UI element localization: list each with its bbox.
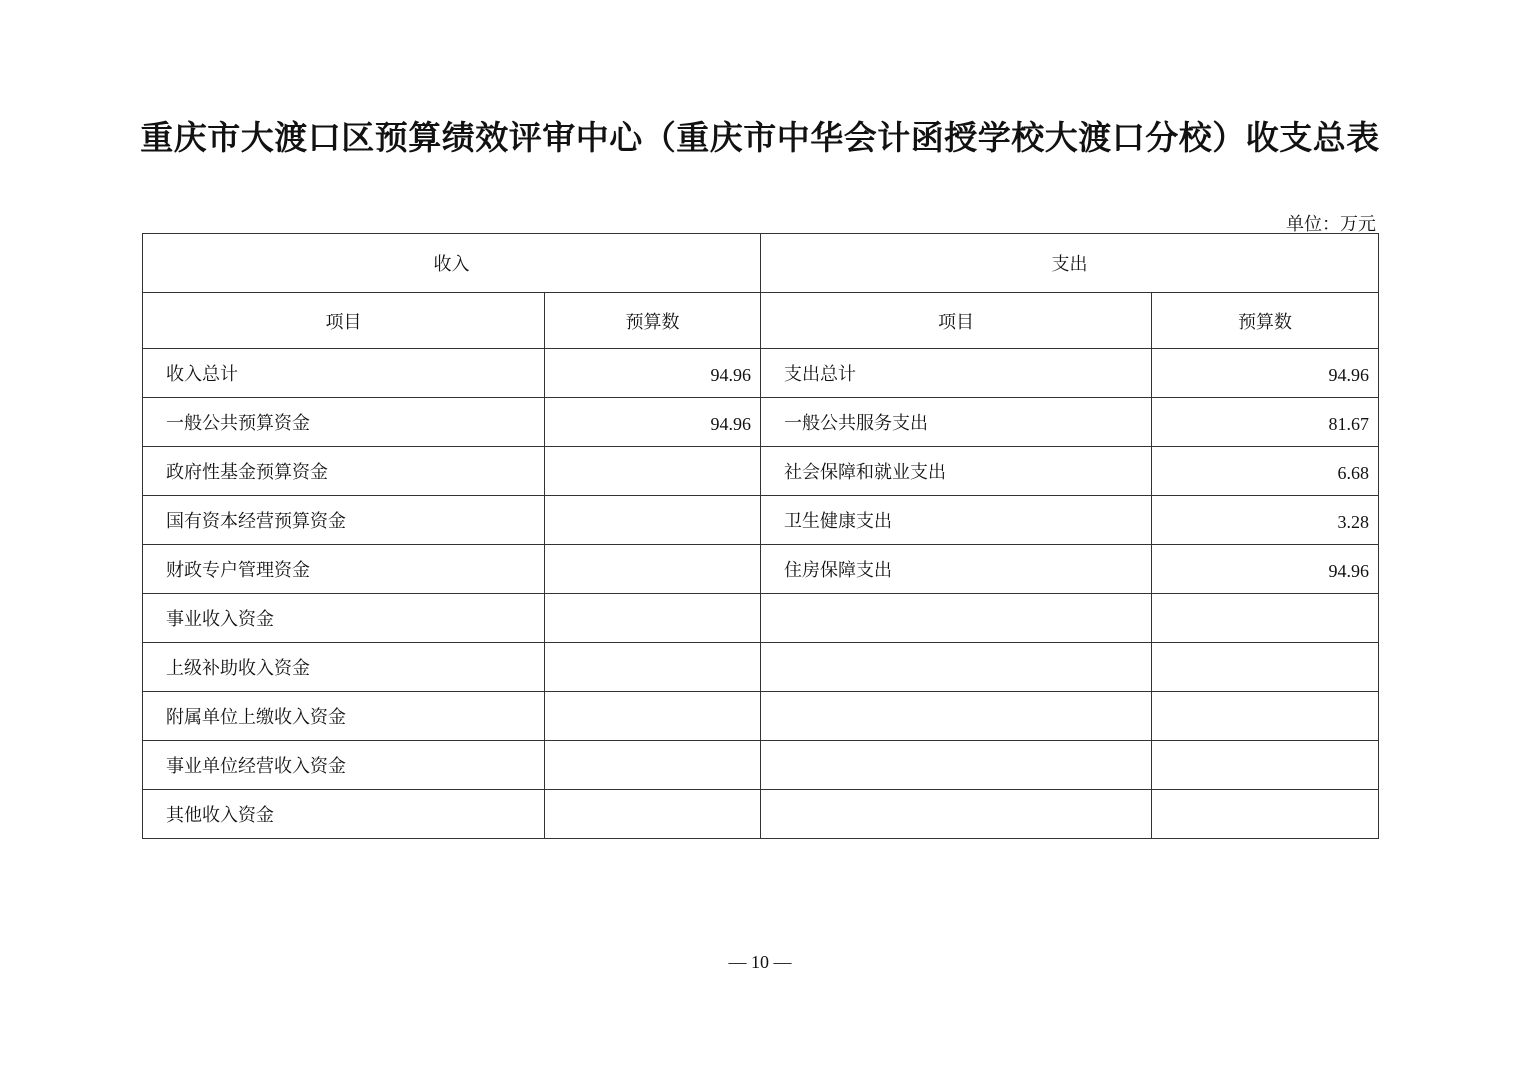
expense-value-cell [1152,594,1379,643]
expense-value-cell: 81.67 [1152,398,1379,447]
expense-value-cell: 3.28 [1152,496,1379,545]
expense-item-cell: 支出总计 [761,349,1152,398]
income-value-cell [545,790,761,839]
income-item-cell: 国有资本经营预算资金 [143,496,545,545]
expense-value-cell [1152,790,1379,839]
table-row [143,741,1379,790]
expense-value-cell: 94.96 [1152,349,1379,398]
table-body [143,234,1379,839]
income-expense-summary-table [142,233,1379,839]
table-row [143,790,1379,839]
expense-item-cell [761,741,1152,790]
income-item-cell: 一般公共预算资金 [143,398,545,447]
table-row [143,447,1379,496]
expense-item-cell [761,643,1152,692]
column-header-row [143,293,1379,349]
unit-label: 单位：万元 [1286,214,1376,235]
table-row [143,545,1379,594]
expense-item-header: 项目 [761,293,1152,349]
expense-value-cell: 6.68 [1152,447,1379,496]
expense-item-cell: 社会保障和就业支出 [761,447,1152,496]
table-row [143,349,1379,398]
income-value-cell: 94.96 [545,398,761,447]
income-item-cell: 财政专户管理资金 [143,545,545,594]
income-item-cell: 政府性基金预算资金 [143,447,545,496]
expense-item-cell: 住房保障支出 [761,545,1152,594]
income-value-cell [545,496,761,545]
expense-value-cell [1152,741,1379,790]
income-item-cell: 收入总计 [143,349,545,398]
page-title: 重庆市大渡口区预算绩效评审中心（重庆市中华会计函授学校大渡口分校）收支总表 [140,118,1380,157]
table-row [143,496,1379,545]
expense-item-cell: 一般公共服务支出 [761,398,1152,447]
table-row [143,643,1379,692]
expense-item-cell [761,692,1152,741]
page-number: — 10 — [728,952,792,972]
income-value-cell: 94.96 [545,349,761,398]
income-header: 收入 [143,234,761,293]
income-item-cell: 附属单位上缴收入资金 [143,692,545,741]
table-row [143,692,1379,741]
expense-item-cell [761,594,1152,643]
income-item-cell: 上级补助收入资金 [143,643,545,692]
group-header-row [143,234,1379,293]
expense-value-cell [1152,643,1379,692]
income-item-cell: 事业单位经营收入资金 [143,741,545,790]
expense-item-cell [761,790,1152,839]
expense-header: 支出 [761,234,1379,293]
table-row [143,594,1379,643]
income-value-cell [545,692,761,741]
income-item-cell: 事业收入资金 [143,594,545,643]
income-budget-header: 预算数 [545,293,761,349]
income-item-cell: 其他收入资金 [143,790,545,839]
income-value-cell [545,643,761,692]
income-value-cell [545,545,761,594]
expense-item-cell: 卫生健康支出 [761,496,1152,545]
income-item-header: 项目 [143,293,545,349]
expense-value-cell [1152,692,1379,741]
table-row [143,398,1379,447]
income-value-cell [545,594,761,643]
expense-budget-header: 预算数 [1152,293,1379,349]
income-value-cell [545,741,761,790]
income-value-cell [545,447,761,496]
expense-value-cell: 94.96 [1152,545,1379,594]
